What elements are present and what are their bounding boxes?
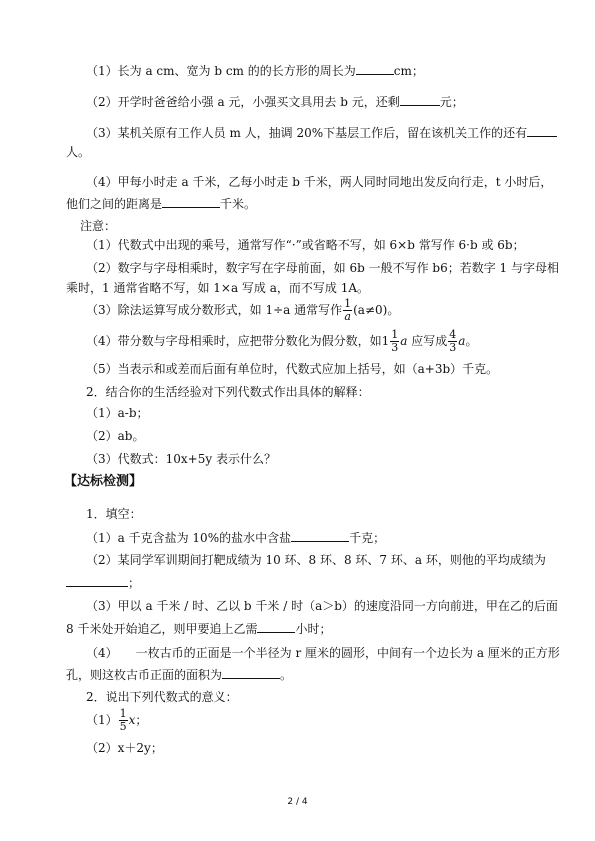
note-title: 注意： <box>80 219 117 233</box>
page-number: 2 / 4 <box>287 797 308 807</box>
meaning-title: 2．说出下列代数式的意义： <box>86 690 238 704</box>
fraction: $\frac{4}{3}$ <box>449 328 457 354</box>
fill-2-cont <box>66 574 140 591</box>
meaning-1-tail: ； <box>135 713 148 727</box>
question-1 <box>86 62 424 79</box>
question-2-text: （2）开学时爸爸给小强 a 元，小强买文具用去 b 元，还剩 <box>86 95 400 109</box>
question-3-text: （3）某机关原有工作人员 m 人，抽调 20%下基层工作后，留在该机关工作的还有 <box>86 126 528 140</box>
note-4-mid: 应写成 <box>411 334 448 348</box>
fill-3-cont <box>66 620 331 637</box>
note-1: （1）代数式中出现的乘号，通常写作“·”或省略不写，如 6×b 常写作 6·b 或 6b； <box>86 238 525 252</box>
mixed-whole: 1 <box>381 334 390 348</box>
unit-text: 千米。 <box>220 197 257 211</box>
unit-text: ； <box>128 576 141 590</box>
fraction: $\frac{1}{a}$ <box>344 297 352 323</box>
note-2a: （2）数字与字母相乘时，数字写在字母前面，如 6b 一般不写作 b6；若数字 1 与字母相 <box>86 261 559 275</box>
note-2b: 乘时，1 通常省略不写，如 1×a 写成 a，而不写成 1A。 <box>66 281 370 295</box>
variable: a <box>458 334 466 348</box>
note-5: （5）当表示和或差而后面有单位时，代数式应加上括号，如（a+3b）千克。 <box>86 362 499 376</box>
note-3-text: （3）除法运算写成分数形式，如 1÷a 通常写作 <box>86 303 343 317</box>
unit-text: 元； <box>439 95 464 109</box>
fill-title: 1．填空： <box>86 507 142 521</box>
question-4-cont <box>66 195 256 212</box>
question-3 <box>86 124 557 141</box>
question-2 <box>86 93 464 110</box>
question-4: （4）甲每小时走 a 千米，乙每小时走 b 千米，两人同时同地出发反向行走，t 小时后， <box>86 175 553 189</box>
answer-blank[interactable] <box>257 620 295 633</box>
fill-4: （4） 一枚古币的正面是一个半径为 r 厘米的圆形，中间有一个边长为 a 厘米的正方形 <box>86 646 560 660</box>
part-2-item-2: （2）ab。 <box>86 429 145 443</box>
variable: x <box>128 713 136 727</box>
fill-2: （2）某同学军训期间打靶成绩为 10 环、8 环、8 环、7 环、a 环，则他的平均成绩为 <box>86 553 546 567</box>
answer-blank[interactable] <box>527 124 557 137</box>
meaning-1-label: （1） <box>86 713 118 727</box>
answer-blank[interactable] <box>162 195 220 208</box>
section-title: 【达标检测】 <box>64 474 143 489</box>
fill-1-text: （1）a 千克含盐为 10%的盐水中含盐 <box>86 531 292 545</box>
answer-blank[interactable] <box>66 574 128 587</box>
answer-blank[interactable] <box>400 93 440 106</box>
meaning-2: （2）x＋2y； <box>86 741 163 755</box>
note-4-tail: 。 <box>465 334 478 348</box>
meaning-1 <box>86 708 147 733</box>
note-3 <box>86 298 399 323</box>
fill-3: （3）甲以 a 千米 / 时、乙以 b 千米 / 时（a＞b）的速度沿同一方向前进，甲在乙的后面 <box>86 599 558 613</box>
question-4-cont-text: 他们之间的距离是 <box>66 197 163 211</box>
note-4 <box>86 329 477 354</box>
unit-text: cm； <box>393 64 424 78</box>
question-1-text: （1）长为 a cm、宽为 b cm 的的长方形的周长为 <box>86 64 356 78</box>
unit-text: 。 <box>280 668 293 682</box>
part-2-item-1: （1）a-b； <box>86 406 149 420</box>
part-2-title: 2．结合你的生活经验对下列代数式作出具体的解释： <box>86 385 370 399</box>
note-3-tail: (a≠0)。 <box>353 303 400 317</box>
note-4-text: （4）带分数与字母相乘时，应把带分数化为假分数，如 <box>86 334 382 348</box>
fill-1 <box>86 529 385 546</box>
fill-4-cont-text: 孔，则这枚古币正面的面积为 <box>66 668 223 682</box>
fraction: $\frac{1}{3}$ <box>391 328 399 354</box>
answer-blank[interactable] <box>222 666 280 679</box>
unit-text: 小时； <box>295 622 332 636</box>
answer-blank[interactable] <box>291 529 349 542</box>
fraction: $\frac{1}{5}$ <box>119 707 127 733</box>
answer-blank[interactable] <box>356 62 394 75</box>
fill-3-cont-text: 8 千米处开始追乙，则甲要追上乙需 <box>66 622 258 636</box>
fill-4-cont <box>66 666 292 683</box>
unit-text: 千克； <box>349 531 386 545</box>
question-3-cont: 人。 <box>66 145 91 159</box>
variable: a <box>400 334 408 348</box>
part-2-item-3: （3）代数式：10x+5y 表示什么？ <box>86 452 276 466</box>
